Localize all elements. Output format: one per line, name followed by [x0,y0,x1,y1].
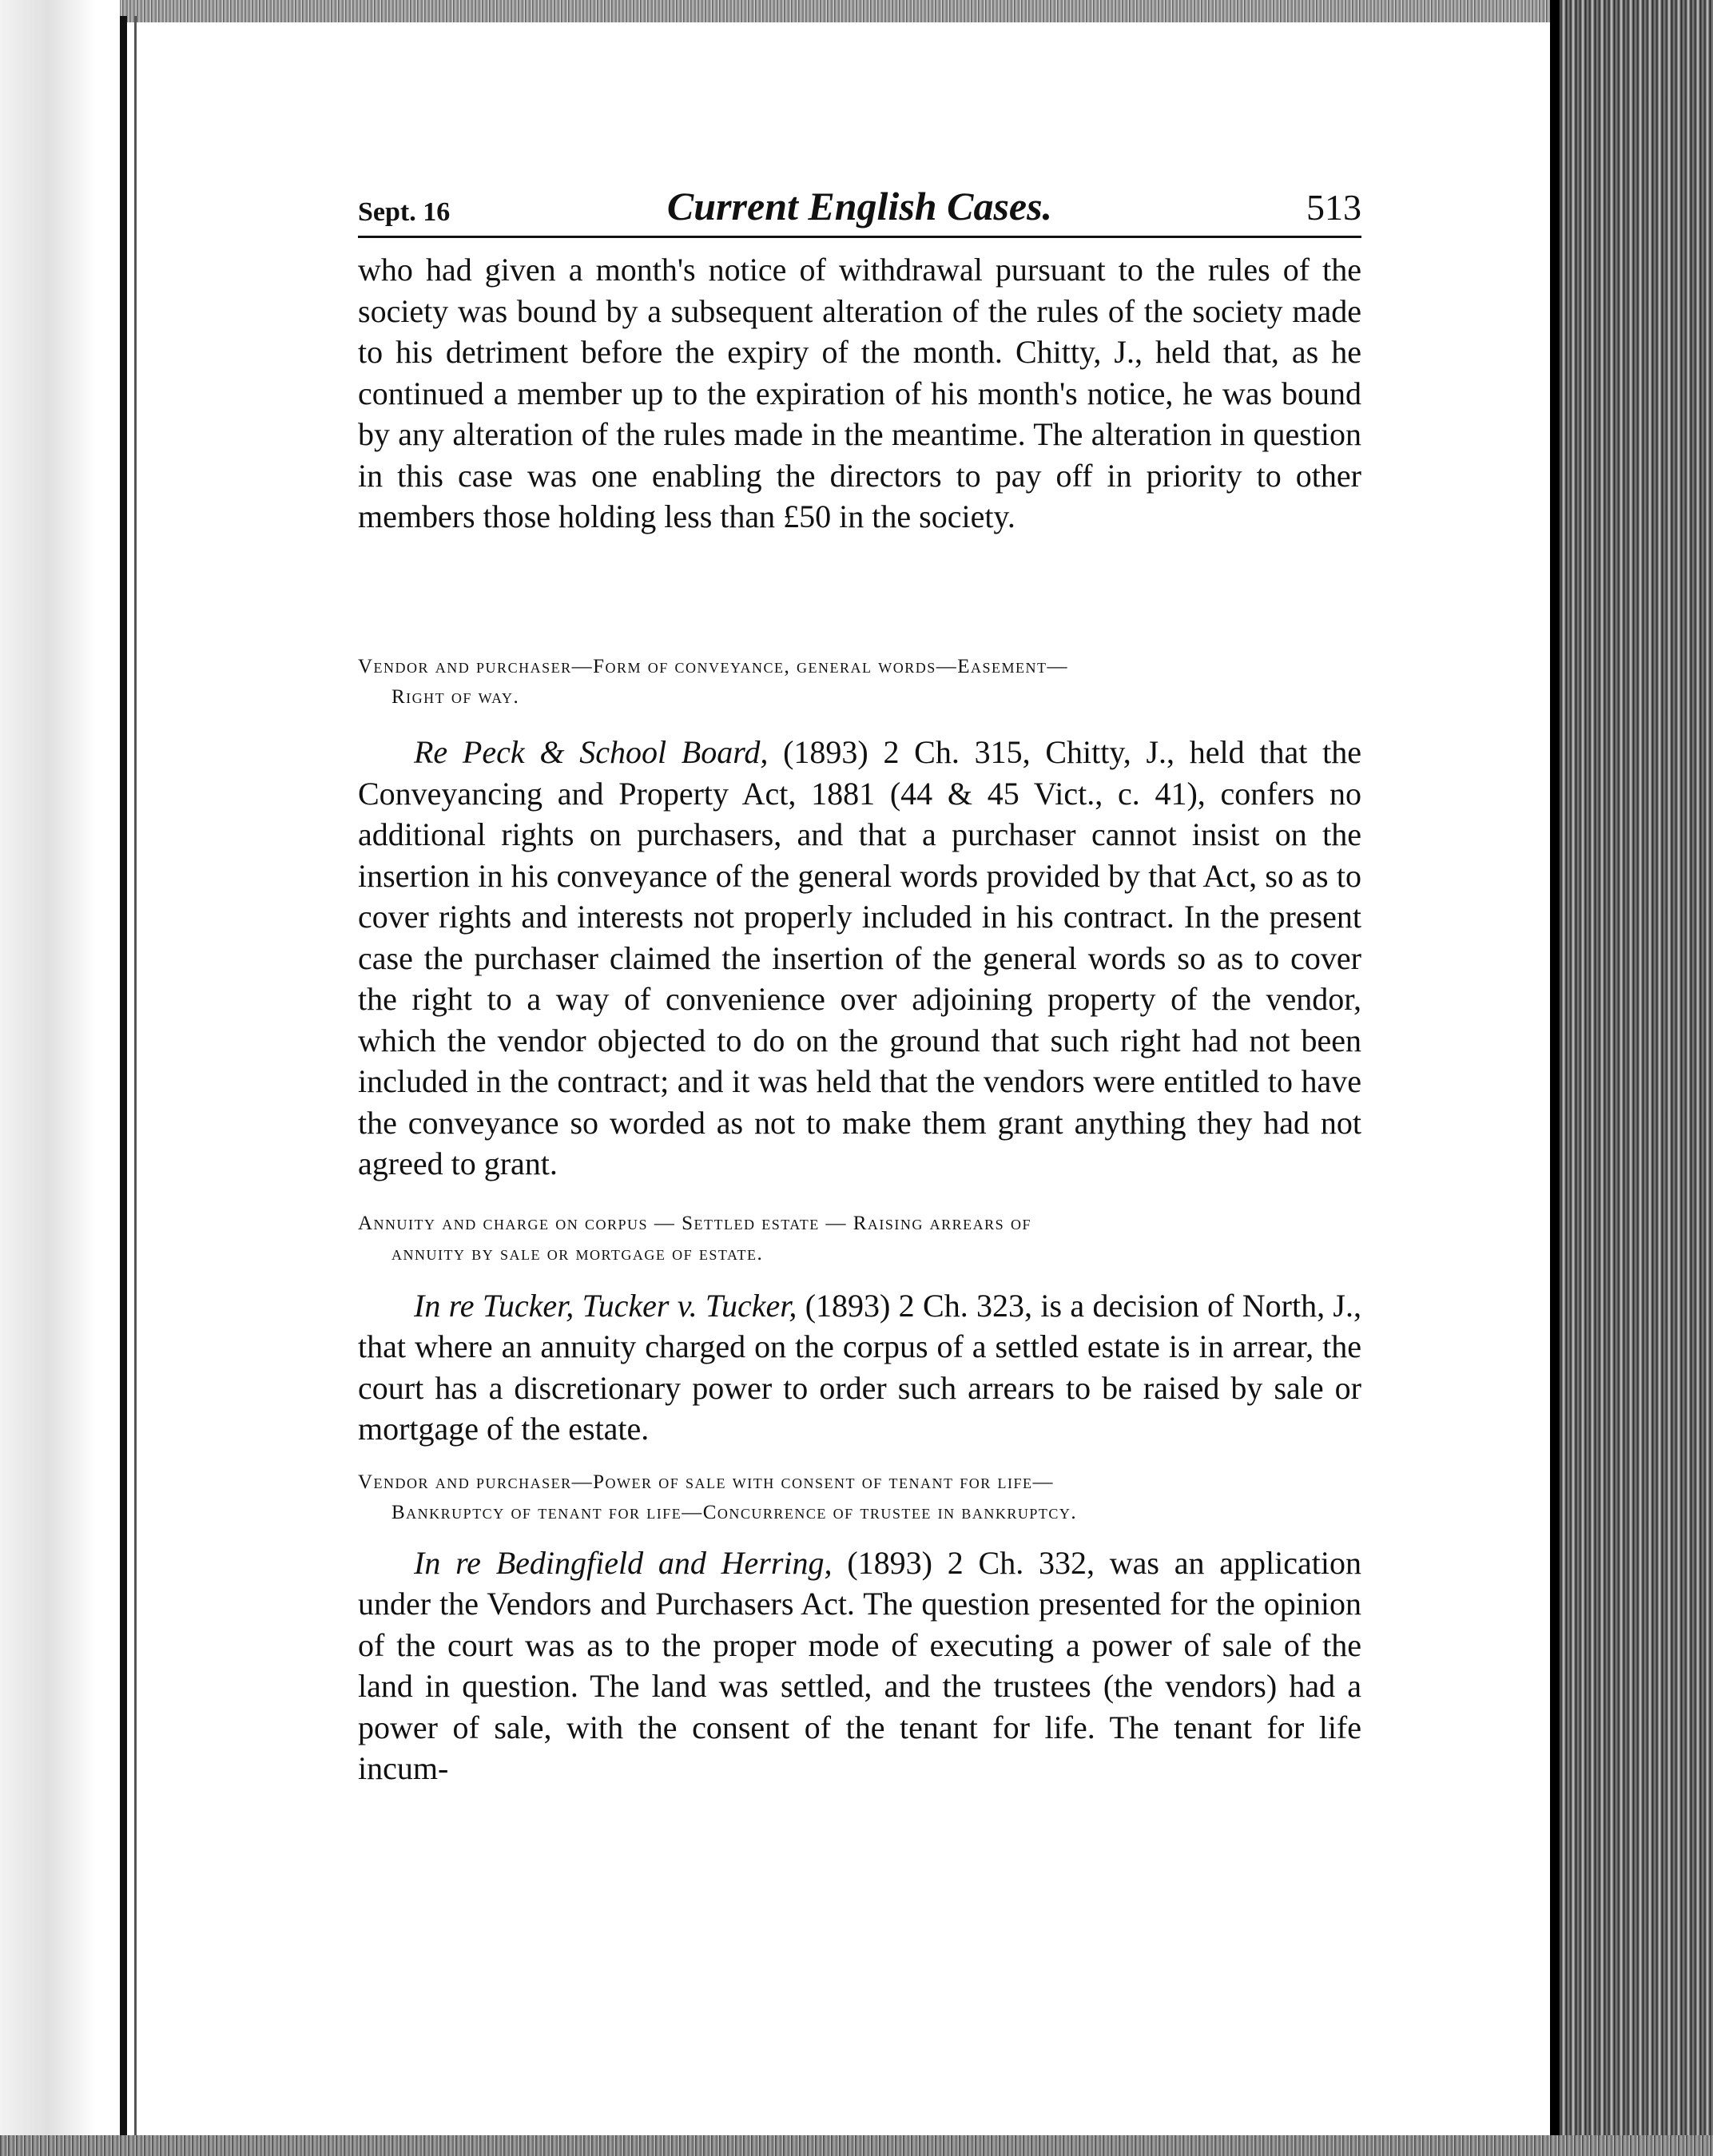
section-heading-vendor-purchaser-easement [358,652,1361,713]
scan-edge-top [0,0,1713,22]
heading-line: Right of way. [391,686,520,708]
case-name: In re Tucker, Tucker v. Tucker, [414,1287,797,1324]
running-title: Current English Cases. [666,184,1053,228]
section-heading-annuity-charge [358,1209,1361,1269]
scan-edge-right [1556,0,1713,2156]
section-paragraph [358,1285,1361,1450]
heading-line: annuity by sale or mortgage of estate. [391,1242,764,1265]
case-body: (1893) 2 Ch. 315, Chitty, J., held that the Conveyancing and Property Act, 1881 (44 & 45 Vict., c. 41), confers no additional rights on purchasers, and that a purchaser cannot insist on the insertion in his conveyance of the general words provided by that Act, so as to cover rights and interests not properly included in his contract. In the present case the purchaser claimed the insertion of the general words so as to cover the right to a way of convenience over adjoining property of the vendor, which the vendor objected to do on the ground that such right had not been included in the contract; and it was held that the vendors were entitled to have the conveyance so worded as not to make them grant anything they had not agreed to grant. [358,734,1361,1181]
section-paragraph [358,1543,1361,1789]
running-header [358,180,1361,238]
section-heading-vendor-purchaser-bankruptcy [358,1467,1361,1528]
heading-line: Vendor and purchaser—Form of conveyance, general words—Easement— [358,656,1069,677]
opening-paragraph: who had given a month's notice of withdrawal pursuant to the rules of the society was bound by a subsequent alteration of the rules of the society made to his detriment before the expiry of the month. Chitty, J., held that, as he continued a member up to the expiration of his month's notice, he was bound by any alteration of the rules made in the meantime. The alteration in question in this case was one enabling the directors to pay off in priority to other members those holding less than £50 in the society. [358,252,1361,534]
heading-line: Annuity and charge on corpus — Settled estate — Raising arrears of [358,1212,1031,1234]
page-body [358,249,1361,1789]
page-edge-line [1550,0,1560,2156]
book-spine-shadow [134,16,137,2141]
case-body: (1893) 2 Ch. 332, was an application under the Vendors and Purchasers Act. The question presented for the opinion of the court was as to the proper mode of executing a power of sale of the land in question. The land was settled, and the trustees (the vendors) had a power of sale, with the consent of the tenant for life. The tenant for life incum- [358,1544,1362,1786]
running-date: Sept. 16 [358,197,451,227]
heading-line: Bankruptcy of tenant for life—Concurrence of trustee in bankruptcy. [391,1501,1078,1523]
scan-edge-bottom [0,2135,1713,2156]
case-name: In re Bedingfield and Herring, [414,1544,833,1581]
scan-edge-left [0,0,120,2156]
section-paragraph [358,732,1361,1185]
book-spine [120,16,127,2141]
case-body: (1893) 2 Ch. 323, is a decision of North, J., that where an annuity charged on the corpus of a settled estate is in arrear, the court has a discretionary power to order such arrears to be raised by sale or mortgage of the estate. [358,1287,1361,1447]
case-name: Re Peck & School Board, [414,734,769,770]
heading-line: Vendor and purchaser—Power of sale with consent of tenant for life— [358,1471,1054,1493]
page-number: 513 [1306,187,1361,228]
